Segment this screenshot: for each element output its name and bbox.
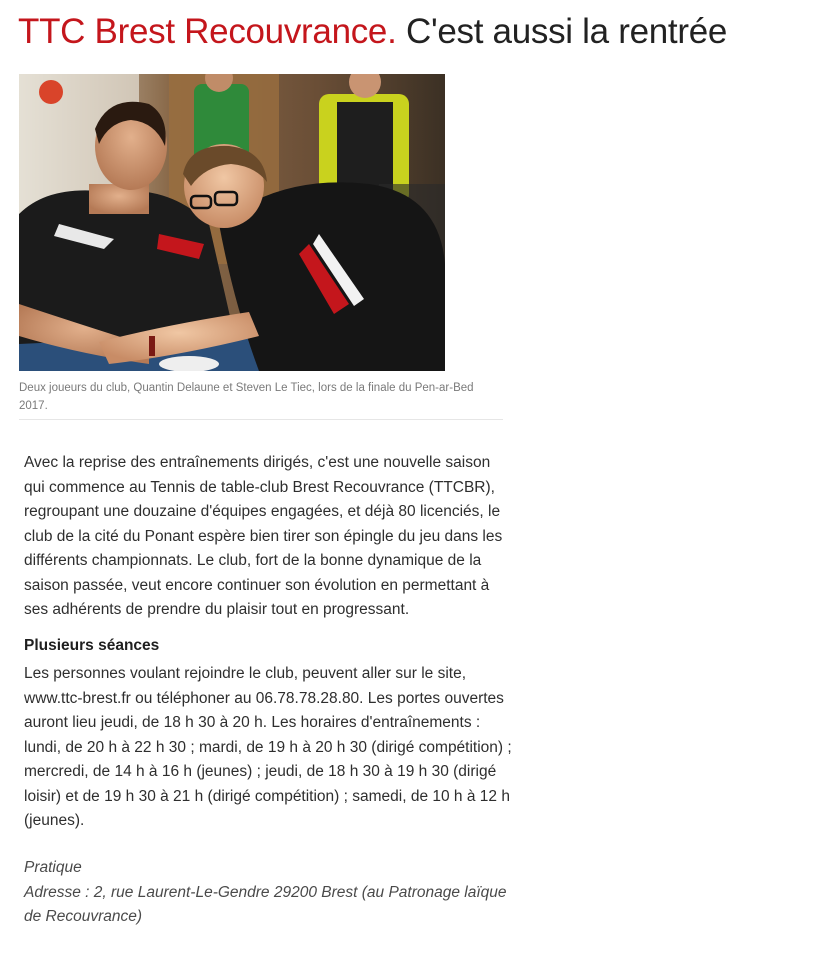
article-paragraph-schedule: Les personnes voulant rejoindre le club, peuvent aller sur le site, www.ttc-brest.fr ou téléphoner au 06.78.78.28.80. Les portes ouvertes auront lieu jeudi, de 18 h 30 à 20 h. Les horaires d'entraînements : lundi, de 20 h à 22 h 30 ; mardi, de 19 h à 20 h 30 (dirigé compétition) ; mercredi, de 14 h à 16 h (jeunes) ; jeudi, de 18 h 30 à 19 h 30 (dirigé loisir) et de 19 h 30 à 21 h (dirigé compétition) ; samedi, de 10 h à 12 h (jeunes). xyxy=(24,665,512,829)
photo-table-tennis-players-icon xyxy=(19,74,445,371)
pratique-block xyxy=(24,856,524,930)
photo-caption: Deux joueurs du club, Quantin Delaune et Steven Le Tiec, lors de la finale du Pen-ar-Bed 2017. xyxy=(19,382,474,412)
pratique-label: Pratique xyxy=(24,859,82,876)
article-headline xyxy=(18,10,828,54)
headline-kicker: TTC Brest Recouvrance. xyxy=(18,12,397,51)
pratique-address: Adresse : 2, rue Laurent-Le-Gendre 29200 Brest (au Patronage laïque de Recouvrance) xyxy=(24,883,507,925)
caption-divider xyxy=(19,419,503,420)
article-paragraph-intro: Avec la reprise des entraînements dirigés, c'est une nouvelle saison qui commence au Tennis de table-club Brest Recouvrance (TTCBR), regroupant une douzaine d'équipes engagées, et déjà 80 licenciés, le club de la cité du Ponant espère bien tirer son épingle du jeu dans les différents championnats. Le club, fort de la bonne dynamique de la saison passée, veut encore continuer son évolution en permettant à ses adhérents de prendre du plaisir tout en progressant. xyxy=(24,454,503,618)
headline-title: C'est aussi la rentrée xyxy=(405,12,728,51)
article-photo xyxy=(19,74,445,371)
article-subheading: Plusieurs séances xyxy=(24,637,160,654)
